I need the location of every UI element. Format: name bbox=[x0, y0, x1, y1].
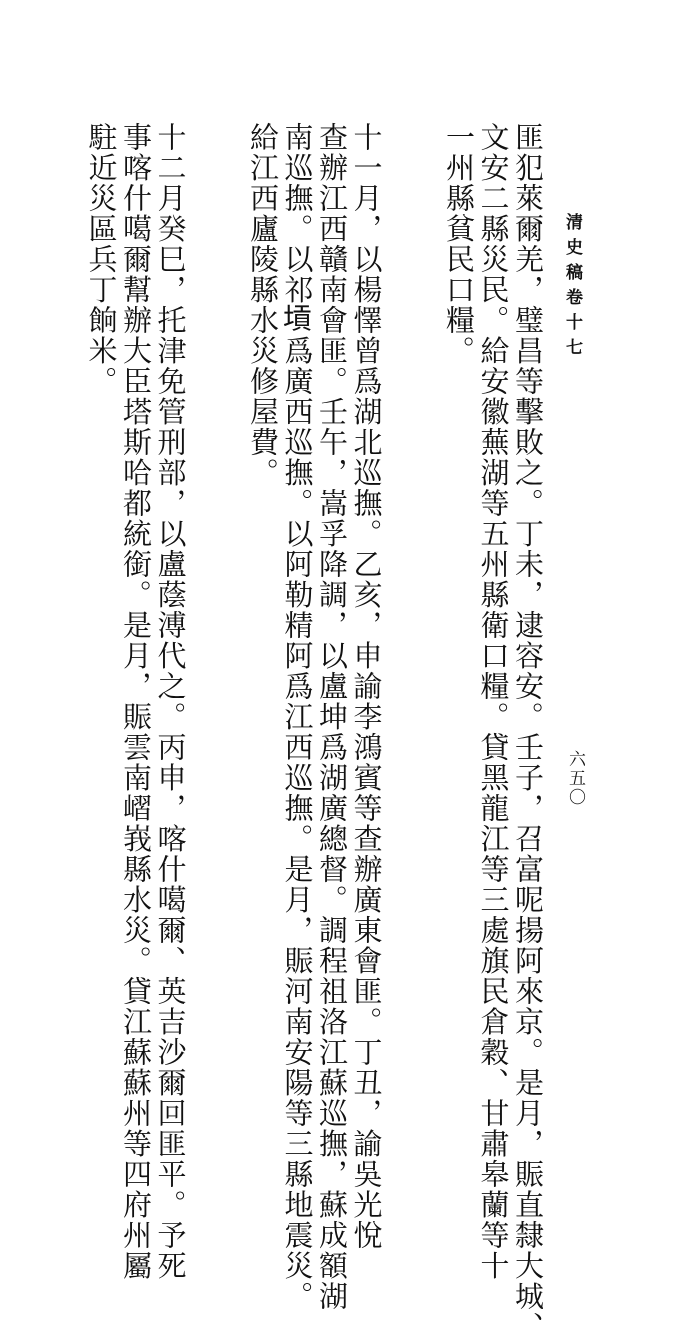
text-column: 文安二縣災民。給安徽蕪湖等五州縣衛口糧。貸黑龍江等三處旗民倉穀、甘肅皋蘭等十 bbox=[476, 122, 511, 1281]
text-column: 十一月，以楊懌曾爲湖北巡撫。乙亥，申諭李鴻賓等查辦廣東會匪。丁丑，諭吳光悅 bbox=[349, 122, 384, 1251]
text-column: 查辦江西贛南會匪。壬午，嵩孚降調，以盧坤爲湖廣總督。調程祖洛江蘇巡撫，蘇成額湖 bbox=[315, 122, 349, 1312]
text-column: 給江西廬陵縣水災修屋費。 bbox=[246, 122, 280, 488]
running-header: 清史稿卷十七 bbox=[562, 213, 582, 363]
text-column: 匪犯萊爾羌，璧昌等擊敗之。丁未，逮容安。壬子，召富呢揚阿來京。是月，賑直隸大城、 bbox=[511, 122, 545, 1342]
vertical-text-body bbox=[84, 122, 545, 1342]
text-column: 駐近災區兵丁餉米。 bbox=[84, 122, 119, 397]
text-column: 一州縣貧民口糧。 bbox=[442, 122, 476, 366]
page-number: 六五〇 bbox=[565, 750, 585, 807]
text-column: 事喀什噶爾幫辦大臣塔斯哈都統銜。是月，賑雲南嶍峩縣水災。貸江蘇蘇州等四府州屬 bbox=[119, 122, 153, 1281]
text-column: 十二月癸巳，托津免管刑部，以盧蔭溥代之。丙申，喀什噶爾、英吉沙爾回匪平。予死 bbox=[153, 122, 188, 1281]
text-column: 南巡撫。以祁𡎴爲廣西巡撫。以阿勒精阿爲江西巡撫。是月，賑河南安陽等三縣地震災。 bbox=[280, 122, 315, 1312]
